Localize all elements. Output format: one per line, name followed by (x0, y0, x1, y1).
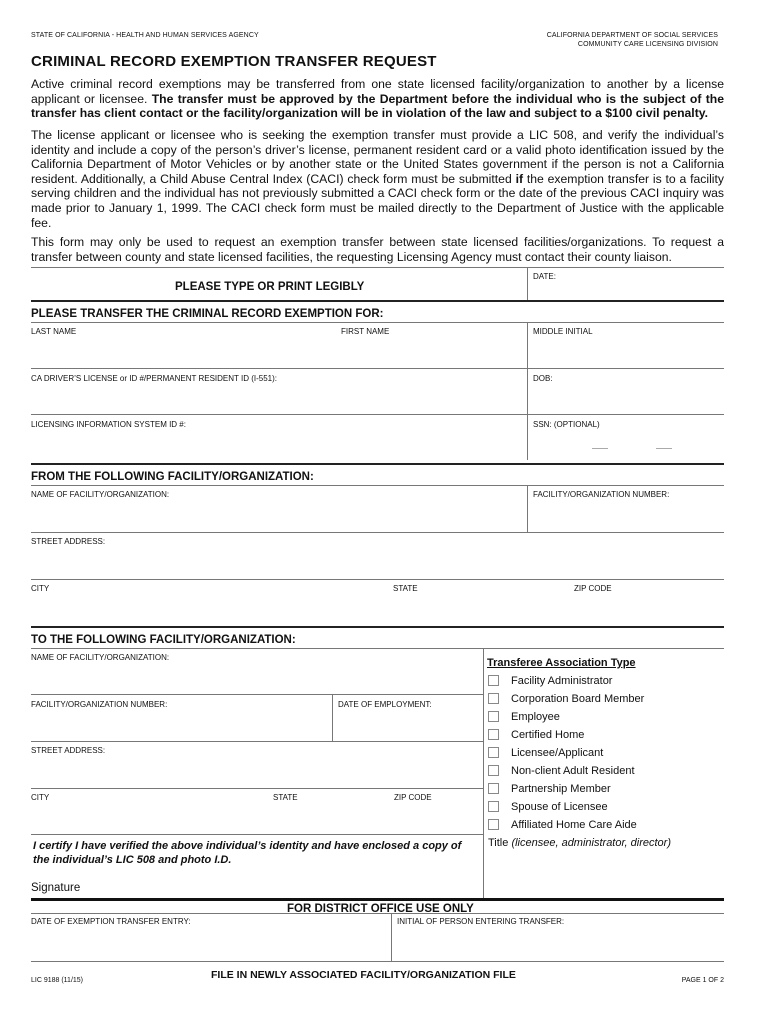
divider (31, 694, 483, 695)
from-facility-name-field[interactable] (31, 500, 521, 528)
to-zip-label: ZIP CODE (394, 793, 432, 802)
divider (31, 532, 724, 533)
checkbox-affiliated-home-care-aide[interactable] (488, 819, 499, 830)
to-zip-field[interactable] (394, 803, 479, 831)
option-label: Non-client Adult Resident (511, 765, 635, 777)
divider (31, 648, 724, 649)
checkbox-facility-administrator[interactable] (488, 675, 499, 686)
middle-initial-field[interactable] (533, 337, 721, 365)
signature-field[interactable] (90, 870, 478, 896)
last-name-label: LAST NAME (31, 327, 77, 336)
option-label: Employee (511, 711, 560, 723)
section-rule (31, 898, 724, 901)
form-id: LIC 9188 (11/15) (31, 977, 84, 984)
divider (31, 414, 724, 415)
subject-section-heading: PLEASE TRANSFER THE CRIMINAL RECORD EXEMPTION FOR: (31, 308, 384, 320)
section-rule (31, 463, 724, 465)
option-label: Partnership Member (511, 783, 611, 795)
district-office-heading: FOR DISTRICT OFFICE USE ONLY (287, 903, 474, 915)
employment-date-field[interactable] (338, 710, 479, 738)
signature-label: Signature (31, 882, 81, 894)
checkbox-employee[interactable] (488, 711, 499, 722)
ssn-separator (592, 448, 608, 449)
middle-initial-label: MIDDLE INITIAL (533, 327, 593, 336)
from-city-field[interactable] (31, 594, 386, 622)
from-facility-name-label: NAME OF FACILITY/ORGANIZATION: (31, 490, 170, 499)
initial-label: INITIAL OF PERSON ENTERING TRANSFER: (397, 917, 565, 926)
agency-right-2: COMMUNITY CARE LICENSING DIVISION (577, 41, 718, 48)
to-state-label: STATE (273, 793, 298, 802)
divider (31, 834, 483, 835)
entry-date-field[interactable] (31, 927, 386, 957)
to-facility-name-field[interactable] (31, 663, 479, 691)
title-field[interactable] (488, 852, 722, 894)
agency-right-1: CALIFORNIA DEPARTMENT OF SOCIAL SERVICES (546, 32, 718, 39)
divider (391, 913, 392, 961)
ssn-label: SSN: (OPTIONAL) (533, 420, 600, 429)
to-section-heading: TO THE FOLLOWING FACILITY/ORGANIZATION: (31, 634, 296, 646)
initial-field[interactable] (397, 927, 721, 957)
divider (31, 579, 724, 580)
to-city-label: CITY (31, 793, 50, 802)
first-name-label: FIRST NAME (341, 327, 390, 336)
drivers-license-label: CA DRIVER’S LICENSE or ID #/PERMANENT RESIDENT ID (I-551): (31, 374, 277, 383)
certify-statement: I certify I have verified the above individual’s identity and have enclosed a copy of the individual’s LIC 508 and photo I.D. (33, 840, 462, 866)
from-state-field[interactable] (393, 594, 568, 622)
to-facility-number-label: FACILITY/ORGANIZATION NUMBER: (31, 700, 168, 709)
title-label: Title (licensee, administrator, director) (488, 837, 671, 849)
checkbox-spouse-of-licensee[interactable] (488, 801, 499, 812)
first-name-field[interactable] (341, 337, 521, 365)
lis-id-label: LICENSING INFORMATION SYSTEM ID #: (31, 420, 186, 429)
from-street-field[interactable] (31, 547, 721, 575)
agency-left: STATE OF CALIFORNIA - HEALTH AND HUMAN SERVICES AGENCY (31, 32, 259, 39)
divider (31, 741, 483, 742)
divider (527, 485, 528, 532)
dob-label: DOB: (533, 374, 553, 383)
from-city-label: CITY (31, 584, 50, 593)
lis-id-field[interactable] (31, 430, 521, 458)
divider (332, 694, 333, 741)
intro-paragraph-2: The license applicant or licensee who is seeking the exemption transfer must provide a LIC 508, and verify the individual’s identity and include a copy of the person’s driver’s license, permanent resident card or a valid photo identification issued by the California Department of Motor Vehicles or by another state or the United States government if the person is not a California resident. Additionally, a Child Abuse Central Index (CACI) check form must be submitted if the exemption transfer is to a facility serving children and the individual has not previously submitted a CACI check form or the date of the previous CACI inquiry was made prior to January 1, 1999. The CACI check form must be mailed directly to the Department of Justice with the applicable fee. (31, 128, 724, 230)
to-street-field[interactable] (31, 756, 479, 784)
divider (31, 267, 724, 268)
checkbox-partnership-member[interactable] (488, 783, 499, 794)
checkbox-non-client-adult-resident[interactable] (488, 765, 499, 776)
legibly-note: PLEASE TYPE OR PRINT LEGIBLY (175, 281, 365, 293)
from-section-heading: FROM THE FOLLOWING FACILITY/ORGANIZATION: (31, 471, 314, 483)
divider (483, 648, 484, 898)
form-title: CRIMINAL RECORD EXEMPTION TRANSFER REQUEST (31, 53, 437, 70)
entry-date-label: DATE OF EXEMPTION TRANSFER ENTRY: (31, 917, 191, 926)
date-label: DATE: (533, 272, 556, 281)
to-facility-name-label: NAME OF FACILITY/ORGANIZATION: (31, 653, 170, 662)
file-note: FILE IN NEWLY ASSOCIATED FACILITY/ORGANIZATION FILE (211, 969, 516, 981)
last-name-field[interactable] (31, 337, 331, 365)
section-rule (31, 300, 724, 302)
option-label: Certified Home (511, 729, 585, 741)
divider (31, 913, 724, 914)
drivers-license-field[interactable] (31, 384, 521, 412)
from-street-label: STREET ADDRESS: (31, 537, 106, 546)
dob-field[interactable] (533, 384, 721, 412)
from-facility-number-label: FACILITY/ORGANIZATION NUMBER: (533, 490, 670, 499)
to-facility-number-field[interactable] (31, 710, 327, 738)
option-label: Facility Administrator (511, 675, 613, 687)
option-label: Licensee/Applicant (511, 747, 604, 759)
intro-paragraph-1: Active criminal record exemptions may be transferred from one state licensed facility/organization to another by a license applicant or licensee. The transfer must be approved by the Department before the individual who is the subject of the transfer has client contact or the facility/organization will be in violation of the law and subject to a $100 civil penalty. (31, 77, 724, 121)
from-zip-field[interactable] (574, 594, 721, 622)
date-field[interactable] (533, 279, 721, 297)
option-label: Affiliated Home Care Aide (511, 819, 637, 831)
to-city-field[interactable] (31, 803, 266, 831)
option-label: Corporation Board Member (511, 693, 645, 705)
checkbox-corporation-board-member[interactable] (488, 693, 499, 704)
divider (31, 961, 724, 962)
from-facility-number-field[interactable] (533, 500, 721, 528)
divider (31, 322, 724, 323)
page-number: PAGE 1 OF 2 (681, 977, 724, 984)
section-rule (31, 626, 724, 628)
checkbox-licensee-applicant[interactable] (488, 747, 499, 758)
divider (31, 485, 724, 486)
option-label: Spouse of Licensee (511, 801, 608, 813)
intro-paragraph-3: This form may only be used to request an exemption transfer between state licensed facilities/organizations. To request a transfer between county and state licensed facilities, the requesting Licensing Agency must contact their county liaison. (31, 235, 724, 264)
transferee-heading: Transferee Association Type (487, 657, 636, 669)
divider (527, 322, 528, 460)
to-state-field[interactable] (273, 803, 388, 831)
to-street-label: STREET ADDRESS: (31, 746, 106, 755)
divider (527, 267, 528, 300)
divider (31, 788, 483, 789)
from-state-label: STATE (393, 584, 418, 593)
employment-date-label: DATE OF EMPLOYMENT: (338, 700, 432, 709)
ssn-separator (656, 448, 672, 449)
divider (31, 368, 724, 369)
checkbox-certified-home[interactable] (488, 729, 499, 740)
from-zip-label: ZIP CODE (574, 584, 612, 593)
ssn-field[interactable] (533, 430, 721, 458)
